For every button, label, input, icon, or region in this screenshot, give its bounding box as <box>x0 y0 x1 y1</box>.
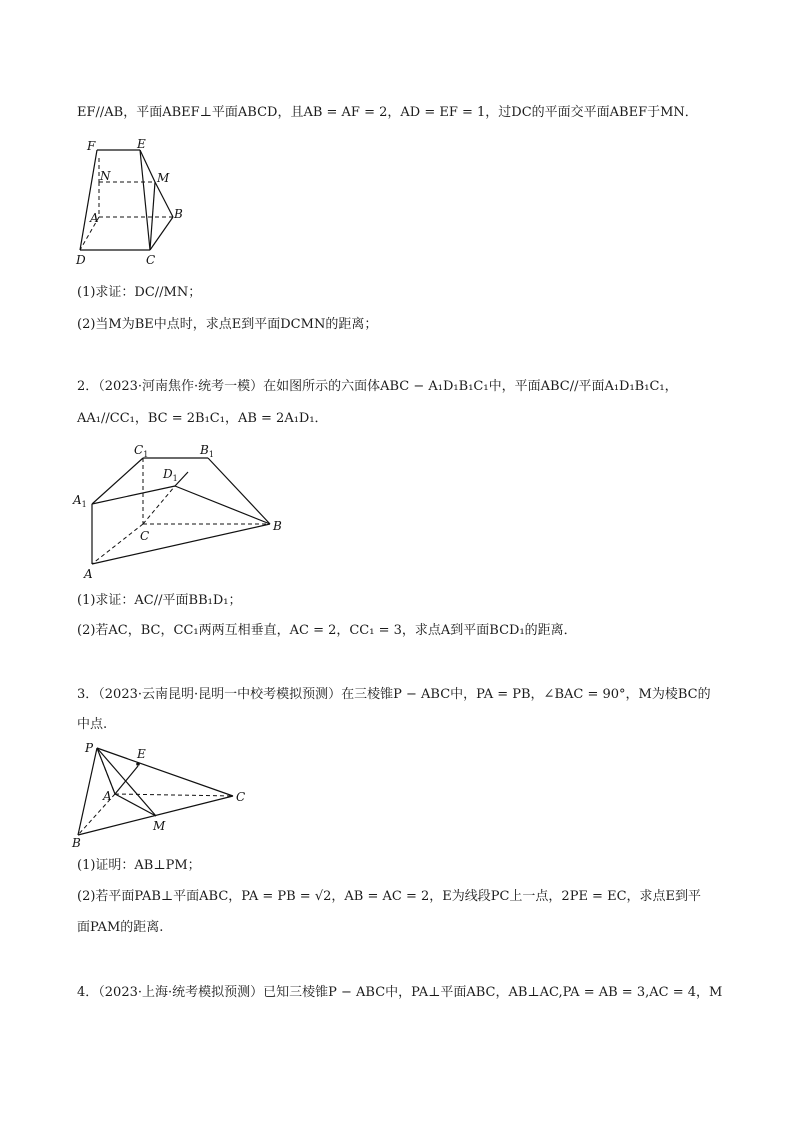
fig1-label-A: A <box>90 211 99 225</box>
fig2-label-D1: $D_1$ <box>163 467 178 483</box>
fig1-label-B: B <box>174 207 183 221</box>
fig3-label-P: P <box>85 741 94 755</box>
fig1-label-F: F <box>87 139 96 153</box>
fig1-label-E: E <box>137 137 146 151</box>
fig2-label-C1: $C_1$ <box>134 443 149 459</box>
fig1-label-D: D <box>76 253 86 267</box>
fig2-label-B1: $B_1$ <box>200 443 214 459</box>
fig1-label-N: N <box>100 169 111 183</box>
problem3-part2-line2: 面PAM的距离. <box>77 920 164 935</box>
figure-1-frustum <box>70 134 200 268</box>
fig3-label-C: C <box>236 790 246 804</box>
figure-2-hexahedron <box>70 436 295 582</box>
fig3-label-M: M <box>153 819 166 833</box>
fig2-label-C: C <box>140 529 150 543</box>
fig3-label-B: B <box>72 836 81 850</box>
problem1-statement: EF//AB，平面ABEF⊥平面ABCD，且AB = AF = 2，AD = EF = 1，过DC的平面交平面ABEF于MN． <box>77 105 698 120</box>
fig1-label-C: C <box>146 253 156 267</box>
problem4-heading: 4．（2023·上海·统考模拟预测）已知三棱锥P − ABC中，PA⊥平面ABC，AB⊥AC,PA = AB = 3,AC = 4，M <box>77 985 723 1000</box>
fig3-label-A: A <box>103 789 112 803</box>
fig2-label-A: A <box>84 567 93 581</box>
fig2-label-B: B <box>273 519 282 533</box>
fig3-label-E: E <box>137 747 146 761</box>
problem1-part2: (2)当M为BE中点时，求点E到平面DCMN的距离； <box>77 317 378 332</box>
fig2-label-A1: $A_1$ <box>73 493 87 509</box>
problem3-part1: (1)证明：AB⊥PM； <box>77 858 201 873</box>
fig1-label-M: M <box>157 171 170 185</box>
problem2-line2: AA₁//CC₁，BC = 2B₁C₁，AB = 2A₁D₁． <box>77 411 328 426</box>
problem3-line2: 中点. <box>77 717 108 732</box>
problem2-part1: (1)求证：AC//平面BB₁D₁； <box>77 593 242 608</box>
problem2-part2: (2)若AC，BC，CC₁两两互相垂直，AC = 2，CC₁ = 3，求点A到平面BCD₁的距离． <box>77 623 577 638</box>
figure-3-tetrahedron <box>70 738 255 850</box>
problem3-heading: 3．（2023·云南昆明·昆明一中校考模拟预测）在三棱锥P − ABC中，PA = PB，∠BAC = 90°，M为棱BC的 <box>77 687 711 702</box>
problem2-heading: 2．（2023·河南焦作·统考一模）在如图所示的六面体ABC − A₁D₁B₁C₁中，平面ABC//平面A₁D₁B₁C₁， <box>77 379 678 394</box>
problem1-part1: (1)求证：DC//MN； <box>77 285 202 300</box>
problem3-part2-line1: (2)若平面PAB⊥平面ABC，PA = PB = √2，AB = AC = 2，E为线段PC上一点，2PE = EC，求点E到平 <box>77 889 702 904</box>
